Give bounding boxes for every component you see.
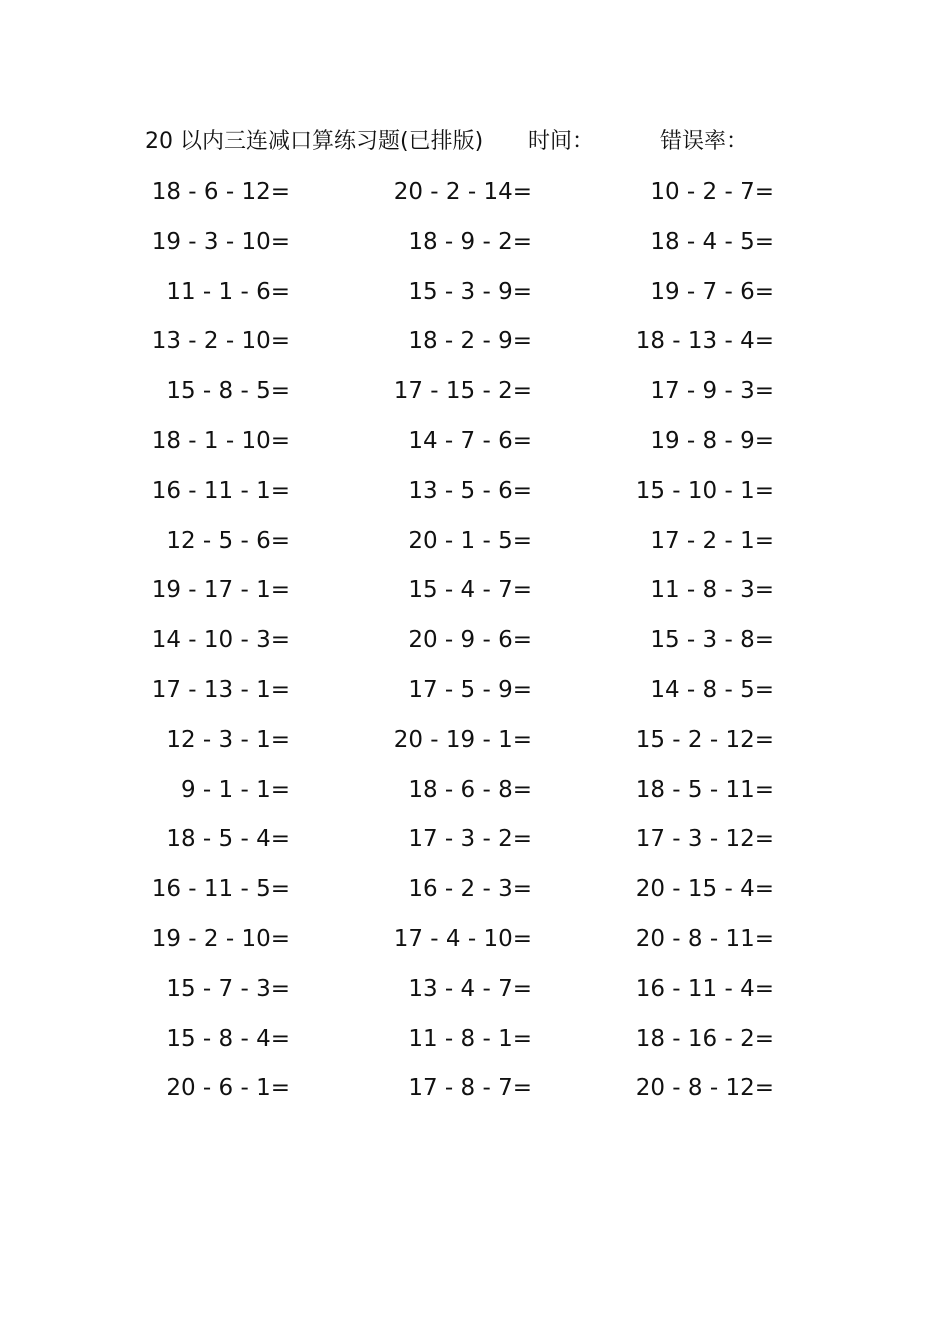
problem-row (0, 670, 950, 720)
problem-row (0, 371, 950, 421)
problem-row (0, 1019, 950, 1069)
problem-cell: 16 - 11 - 1= (151, 477, 290, 504)
problem-cell: 15 - 4 - 7= (408, 577, 532, 604)
problem-cell: 18 - 5 - 4= (166, 826, 290, 853)
problem-cell: 9 - 1 - 1= (180, 776, 290, 803)
problem-cell: 16 - 11 - 5= (151, 876, 290, 903)
problem-cell: 18 - 13 - 4= (635, 328, 774, 355)
problem-cell: 15 - 8 - 5= (166, 378, 290, 405)
problem-row (0, 770, 950, 820)
problem-cell: 20 - 6 - 1= (166, 1075, 290, 1102)
problem-cell: 17 - 8 - 7= (408, 1075, 532, 1102)
problem-cell: 20 - 9 - 6= (408, 627, 532, 654)
problem-cell: 12 - 3 - 1= (166, 726, 290, 753)
problem-row (0, 620, 950, 670)
problem-cell: 17 - 4 - 10= (393, 925, 532, 952)
problem-cell: 17 - 15 - 2= (393, 378, 532, 405)
problem-cell: 13 - 5 - 6= (408, 477, 532, 504)
problem-cell: 17 - 2 - 1= (650, 527, 774, 554)
problem-cell: 20 - 2 - 14= (393, 179, 532, 205)
problem-row (0, 570, 950, 620)
problem-row (0, 471, 950, 521)
problem-cell: 18 - 6 - 8= (408, 776, 532, 803)
problem-cell: 18 - 4 - 5= (650, 228, 774, 255)
problem-cell: 14 - 8 - 5= (650, 676, 774, 703)
problem-cell: 18 - 2 - 9= (408, 328, 532, 355)
problem-row (0, 321, 950, 371)
worksheet-header (145, 124, 845, 160)
problem-row (0, 869, 950, 919)
problem-cell: 20 - 8 - 11= (635, 925, 774, 952)
problem-cell: 15 - 3 - 9= (408, 278, 532, 305)
problem-row (0, 819, 950, 869)
problem-cell: 18 - 1 - 10= (151, 427, 290, 454)
problem-cell: 11 - 8 - 1= (408, 1025, 532, 1052)
problem-row (0, 222, 950, 272)
problem-cell: 14 - 10 - 3= (151, 627, 290, 654)
problem-cell: 17 - 5 - 9= (408, 676, 532, 703)
problem-cell: 15 - 2 - 12= (635, 726, 774, 753)
problem-row (0, 969, 950, 1019)
problem-row (0, 172, 950, 222)
problem-cell: 19 - 7 - 6= (650, 278, 774, 305)
problem-cell: 20 - 15 - 4= (635, 876, 774, 903)
problem-cell: 12 - 5 - 6= (166, 527, 290, 554)
problem-cell: 17 - 3 - 2= (408, 826, 532, 853)
problem-cell: 10 - 2 - 7= (650, 179, 774, 205)
problem-row (0, 720, 950, 770)
problem-cell: 18 - 5 - 11= (635, 776, 774, 803)
problem-cell: 15 - 10 - 1= (635, 477, 774, 504)
problem-cell: 11 - 1 - 6= (166, 278, 290, 305)
problem-cell: 17 - 13 - 1= (151, 676, 290, 703)
problem-row (0, 521, 950, 571)
problem-cell: 15 - 7 - 3= (166, 975, 290, 1002)
problem-cell: 19 - 8 - 9= (650, 427, 774, 454)
problem-cell: 18 - 6 - 12= (151, 179, 290, 205)
error-rate-label: 错误率： (660, 129, 749, 154)
problem-cell: 20 - 1 - 5= (408, 527, 532, 554)
problem-cell: 17 - 3 - 12= (635, 826, 774, 853)
problem-cell: 13 - 4 - 7= (408, 975, 532, 1002)
problem-cell: 18 - 9 - 2= (408, 228, 532, 255)
problem-row (0, 272, 950, 322)
problem-cell: 16 - 2 - 3= (408, 876, 532, 903)
problem-row (0, 1068, 950, 1118)
problem-row (0, 421, 950, 471)
problem-cell: 19 - 17 - 1= (151, 577, 290, 604)
problem-cell: 15 - 8 - 4= (166, 1025, 290, 1052)
time-label: 时间： (528, 129, 595, 154)
problem-cell: 11 - 8 - 3= (650, 577, 774, 604)
problem-cell: 14 - 7 - 6= (408, 427, 532, 454)
problem-row (0, 919, 950, 969)
problem-cell: 13 - 2 - 10= (151, 328, 290, 355)
problem-cell: 19 - 3 - 10= (151, 228, 290, 255)
problem-cell: 20 - 8 - 12= (635, 1075, 774, 1102)
problem-cell: 18 - 16 - 2= (635, 1025, 774, 1052)
problem-cell: 17 - 9 - 3= (650, 378, 774, 405)
worksheet-title: 20 以内三连减口算练习题(已排版) (145, 129, 484, 154)
problem-cell: 16 - 11 - 4= (635, 975, 774, 1002)
problem-grid (0, 172, 950, 1118)
problem-cell: 15 - 3 - 8= (650, 627, 774, 654)
problem-cell: 20 - 19 - 1= (393, 726, 532, 753)
problem-cell: 19 - 2 - 10= (151, 925, 290, 952)
